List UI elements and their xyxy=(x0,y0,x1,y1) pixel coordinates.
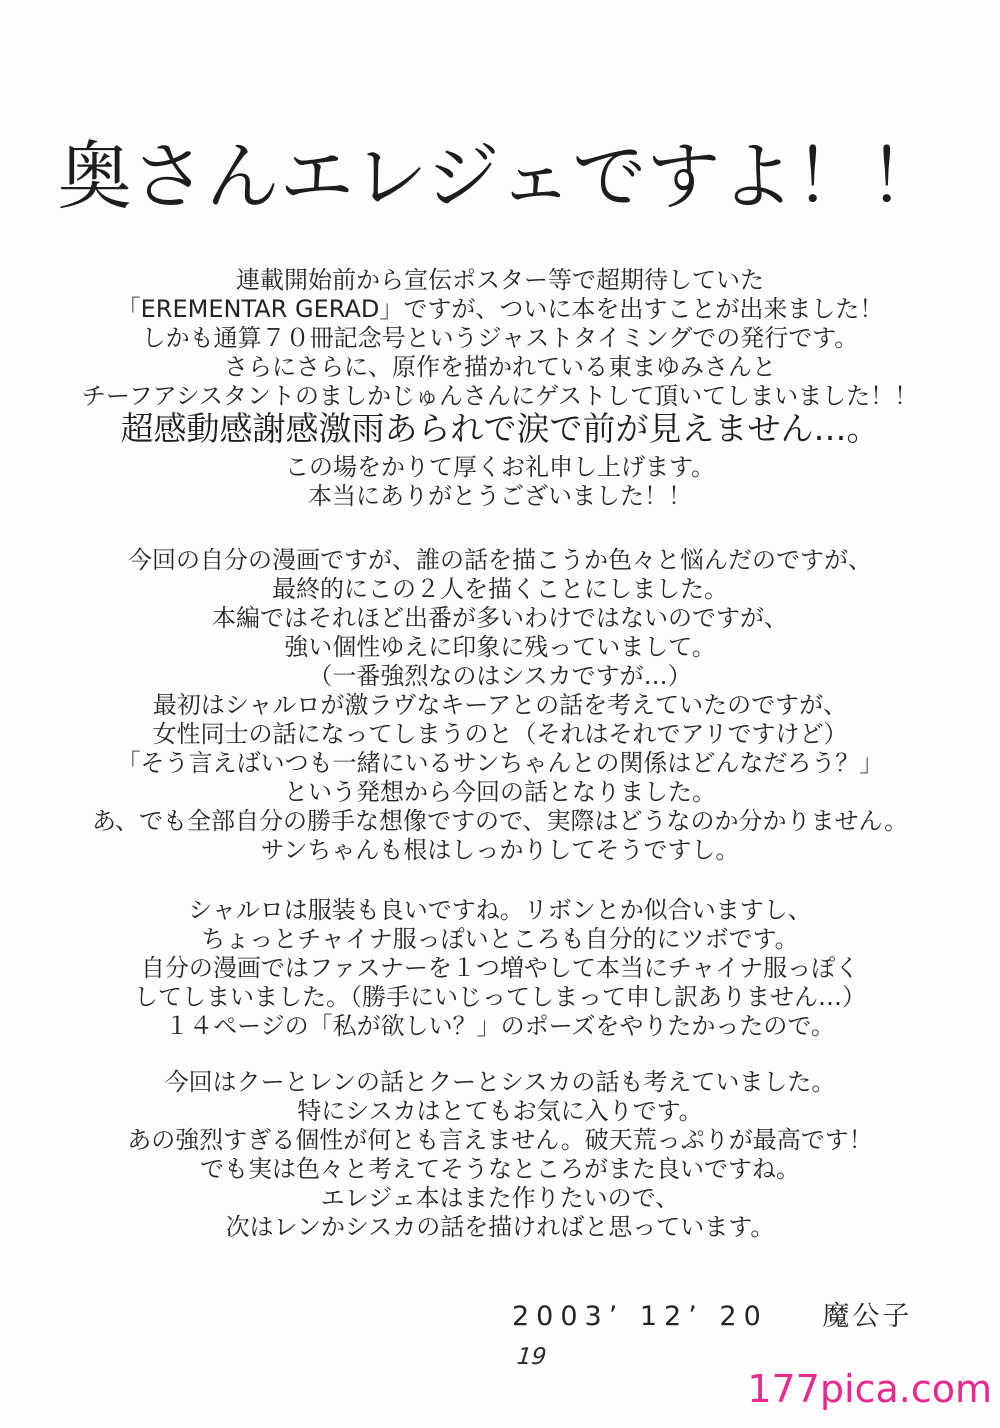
text-line: 最終的にこの２人を描くことにしました。 xyxy=(272,575,728,603)
paragraph-costume xyxy=(0,896,1000,1041)
text-line: 本編ではそれほど出番が多いわけではないのですが、 xyxy=(212,604,788,632)
text-line: （一番強烈なのはシスカですが…） xyxy=(308,662,692,690)
paragraph-future-plans xyxy=(0,1068,1000,1242)
text-line: 今回はクーとレンの話とクーとシスカの話も考えていました。 xyxy=(164,1068,836,1096)
signature-line xyxy=(512,1294,912,1333)
text-line: 「そう言えばいつも一緒にいるサンちゃんとの関係はどんなだろう？」 xyxy=(116,749,884,777)
paragraph-story-concept xyxy=(0,546,1000,865)
paragraph-thanks xyxy=(0,453,1000,511)
text-line: でも実は色々と考えてそうなところがまた良いですね。 xyxy=(200,1155,800,1183)
text-line: 強い個性ゆえに印象に残っていまして。 xyxy=(284,633,716,661)
text-line: 連載開始前から宣伝ポスター等で超期待していた xyxy=(236,266,764,294)
text-line: あの強烈すぎる個性が何とも言えません。破天荒っぷりが最高です！ xyxy=(127,1126,873,1154)
text-line: という発想から今回の話となりました。 xyxy=(284,778,716,806)
text-line: この場をかりて厚くお礼申し上げます。 xyxy=(284,453,716,481)
text-line: チーフアシスタントのましかじゅんさんにゲストして頂いてしまいました！！ xyxy=(81,382,919,410)
text-line: 自分の漫画ではファスナーを１つ増やして本当にチャイナ服っぽく xyxy=(140,954,860,982)
text-line: ちょっとチャイナ服っぽいところも自分的にツボです。 xyxy=(201,925,799,953)
text-line: してしまいました。（勝手にいじってしまって申し訳ありません…） xyxy=(134,983,866,1011)
text-line: 最初はシャルロが激ラヴなキーアとの話を考えていたのですが、 xyxy=(152,691,848,719)
paragraph-opening xyxy=(0,266,1000,411)
text-line: エレジェ本はまた作りたいので、 xyxy=(320,1184,680,1212)
text-line: 本当にありがとうございました！！ xyxy=(308,482,692,510)
watermark: 177pica.com xyxy=(747,1367,992,1411)
text-line: さらにさらに、原作を描かれている東まゆみさんと xyxy=(224,353,776,381)
text-line: 「EREMENTAR GERAD」ですが、ついに本を出すことが出来ました！ xyxy=(116,295,884,323)
text-line: あ、でも全部自分の勝手な想像ですので、実際はどうなのか分かりません。 xyxy=(92,807,908,835)
text-line: 特にシスカはとてもお気に入りです。 xyxy=(297,1097,703,1125)
page-number: 19 xyxy=(515,1344,548,1370)
text-line: しかも通算７０冊記念号というジャストタイミングでの発行です。 xyxy=(141,324,859,352)
author-signature: 魔公子 xyxy=(822,1301,913,1332)
emphasis-line: 超感動感謝感激雨あられで涙で前が見えません…。 xyxy=(120,409,880,448)
date-text: 2003’ 12’ 20 xyxy=(512,1301,768,1332)
text-line: 女性同士の話になってしまうのと（それはそれでアリですけど） xyxy=(152,720,848,748)
text-line: サンちゃんも根はしっかりしてそうですし。 xyxy=(260,836,740,864)
page-title: 奥さんエレジェですよ！！ xyxy=(57,134,943,220)
text-line: 次はレンかシスカの話を描ければと思っています。 xyxy=(225,1213,775,1241)
text-line: シャルロは服装も良いですね。リボンとか似合いますし、 xyxy=(188,896,812,924)
text-line: 今回の自分の漫画ですが、誰の話を描こうか色々と悩んだのですが、 xyxy=(128,546,872,574)
text-line: １４ページの「私が欲しい？」のポーズをやりたかったので。 xyxy=(165,1012,835,1040)
